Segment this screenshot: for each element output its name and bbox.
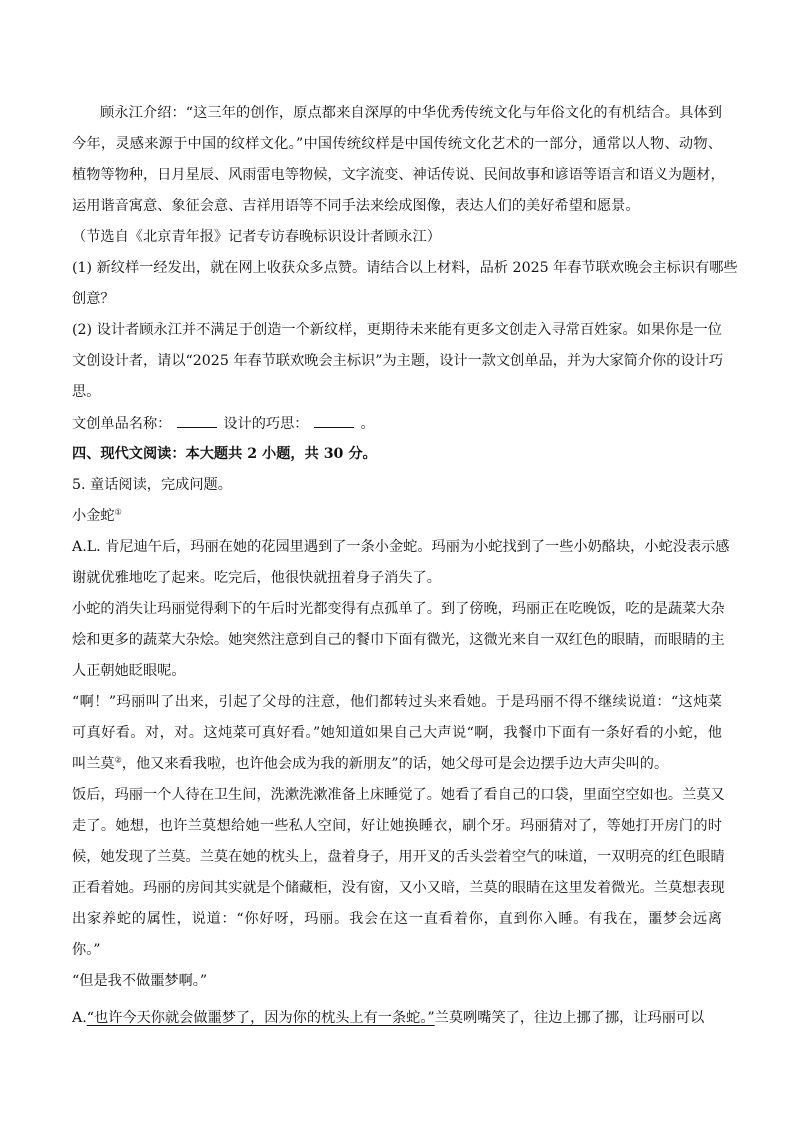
para-4-line-2: 走了。她想，也许兰莫想给她一些私人空间，好让她换睡衣，刷个牙。玛丽猜对了，等她打开房门的时 (72, 818, 722, 834)
para-4-line-4: 正看着她。玛丽的房间其实就是个储藏柜，没有窗，又小又暗，兰莫的眼睛在这里发着微光。兰莫想表现 (72, 880, 725, 896)
footnote-ref-2: ② (114, 755, 122, 765)
story-title (72, 506, 722, 526)
para-3-line-3 (72, 754, 722, 774)
intro-line-1: 顾永江介绍：“这三年的创作，原点都来自深厚的中华优秀传统文化与年俗文化的有机结合。具体到 (100, 105, 722, 121)
para-3-line-3-pre: 叫兰莫 (72, 756, 115, 772)
intro-line-3: 植物等物种，日月星辰、风雨雷电等物候，文字流变、神话传说、民间故事和谚语等语言和语义为题材， (72, 167, 725, 183)
intro-line-2: 今年，灵感来源于中国的纹样文化。”中国传统纹样是中国传统文化艺术的一部分，通常以人物、动物、 (72, 136, 722, 152)
product-name-blank[interactable] (177, 413, 217, 428)
para-6-line-1 (72, 1008, 722, 1028)
para-2-line-2: 烩和更多的蔬菜大杂烩。她突然注意到自己的餐巾下面有微光，这微光来自一双红色的眼睛，而眼睛的主 (72, 632, 725, 648)
para-4-line-5: 出家养蛇的属性，说道：“你好呀，玛丽。我会在这一直看着你，直到你入睡。有我在，噩梦会远离 (72, 911, 722, 927)
story-title-text: 小金蛇 (72, 508, 115, 524)
para-4-line-1: 饭后，玛丽一个人待在卫生间，洗漱洗漱准备上床睡觉了。她看了看自己的口袋，里面空空如也。兰莫又 (72, 787, 725, 803)
source-citation: （节选自《北京青年报》记者专访春晚标识设计者顾永江） (72, 229, 441, 245)
para-2-line-3: 人正朝她眨眼呢。 (72, 663, 186, 679)
para-4-line-6: 你。” (72, 942, 101, 958)
para-6-rest: 兰莫咧嘴笑了，往边上挪了挪，让玛丽可以 (434, 1010, 705, 1026)
question-1-line-2: 创意？ (72, 291, 115, 307)
footnote-ref-1: ① (114, 507, 122, 517)
question-2-line-2: 文创设计者，请以“2025 年春节联欢晚会主标识”为主题，设计一款文创单品，并为大家简介你的设计巧 (72, 353, 724, 369)
intro-line-4: 运用谐音寓意、象征会意、吉祥用语等不同手法来绘成图像，表达人们的美好希望和愿景。 (72, 198, 640, 214)
para-3-line-1: “啊！”玛丽叫了出来，引起了父母的注意，他们都转过头来看她。于是玛丽不得不继续说道：“这炖菜 (72, 694, 722, 710)
question-1-line-1: (1) 新纹样一经发出，就在网上收获众多点赞。请结合以上材料，品析 2025 年春节联欢晚会主标识有哪些 (72, 260, 738, 276)
para-3-line-2: 可真好看。对，对。这炖菜可真好看。”她知道如果自己大声说“啊，我餐巾下面有一条好看的小蛇，他 (72, 725, 722, 741)
para-6-label: A. (72, 1010, 87, 1026)
question-2-line-1: (2) 设计者顾永江并不满足于创造一个新纹样，更期待未来能有更多文创走入寻常百姓家。如果你是一位 (72, 322, 722, 338)
design-idea-blank[interactable] (314, 413, 354, 428)
para-4-line-3: 候，她发现了兰莫。兰莫在她的枕头上，盘着身子，用开叉的舌头尝着空气的味道，一双明亮的红色眼睛 (72, 849, 725, 865)
para-1-line-1: A.L. 肯尼迪午后，玛丽在她的花园里遇到了一条小金蛇。玛丽为小蛇找到了一些小奶酪块，小蛇没表示感 (72, 539, 730, 555)
product-name-label: 文创单品名称： (72, 416, 172, 432)
para-3-line-3-post: ，他又来看我啦，也许他会成为我的新朋友”的话，她父母可是会边摆手边大声尖叫的。 (121, 756, 669, 772)
design-idea-label: 设计的巧思： (223, 416, 309, 432)
para-2-line-1: 小蛇的消失让玛丽觉得剩下的午后时光都变得有点孤单了。到了傍晚，玛丽正在吃晚饭，吃的是蔬菜大杂 (72, 601, 725, 617)
answer-line (72, 413, 722, 434)
para-6-underlined-sentence: “也许今天你就会做噩梦了，因为你的枕头上有一条蛇。” (86, 1010, 435, 1026)
section-4-heading: 四、现代文阅读：本大题共 2 小题，共 30 分。 (72, 446, 377, 462)
para-1-line-2: 谢就优雅地吃了起来。吃完后，他很快就扭着身子消失了。 (72, 570, 441, 586)
answer-end: 。 (360, 416, 375, 432)
question-5-heading: 5. 童话阅读，完成问题。 (72, 477, 232, 493)
para-5: “但是我不做噩梦啊。” (72, 973, 208, 989)
question-2-line-3: 思。 (72, 384, 101, 400)
